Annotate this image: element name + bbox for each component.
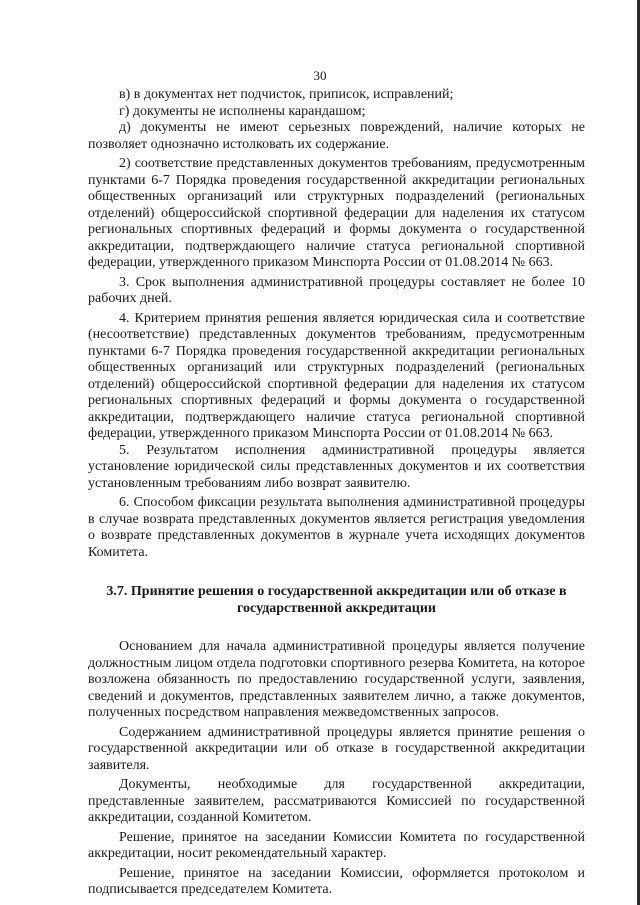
page-number: 30 xyxy=(313,68,327,83)
list-item-g: г) документы не исполнены карандашом; xyxy=(119,103,366,119)
section-paragraph-3: Документы, необходимые для государственной аккредитации, представленные заявителем, рассматриваются Комиссией по государственной аккредитации, созданной Комитетом. xyxy=(88,777,585,825)
list-item-d: д) документы не имеют серьезных повреждений, наличие которых не позволяет однозначно истолковать их содержание. xyxy=(88,120,585,152)
paragraph-5: 5. Результатом исполнения административной процедуры является установление юридической силы представленных документов и их соответствия установленным требованиям либо возврат заявителю. xyxy=(88,442,585,491)
section-paragraph-4: Решение, принятое на заседании Комиссии Комитета по государственной аккредитации, носит рекомендательный характер. xyxy=(88,829,585,861)
paragraph-4: 4. Критерием принятия решения является юридическая сила и соответствие (несоответствие) представленных документов требованиям, предусмотренным пунктами 6-7 Порядка проведения государственной аккредитации региональных общественных организаций или структурных подразделений (региональных отделений) общероссийской спортивной федерации для наделения их статусом региональных спортивных федераций и формы документа о государственной аккредитации, подтверждающего наличие статуса региональной спортивной федерации, утвержденного приказом Минспорта России от 01.08.2014 № 663. xyxy=(88,310,585,441)
section-heading xyxy=(88,583,585,617)
section-paragraph-1: Основанием для начала административной процедуры является получение должностным лицом отдела подготовки спортивного резерва Комитета, на которое возложена обязанность по предоставлению государственной услуги, заявления, сведений и документов, представленных заявителем лично, а также документов, полученных посредством направления межведомственных запросов. xyxy=(88,639,585,720)
section-heading-line-1: 3.7. Принятие решения о государственной аккредитации или об отказе в xyxy=(106,584,567,599)
section-paragraph-5: Решение, принятое на заседании Комиссии, оформляется протоколом и подписывается председателем Комитета. xyxy=(88,865,585,897)
paragraph-6: 6. Способом фиксации результата выполнения административной процедуры в случае возврата представленных документов является регистрация уведомления о возврате представленных документов в журнале учета исходящих документов Комитета. xyxy=(88,495,585,560)
list-item-v: в) в документах нет подчисток, приписок, исправлений; xyxy=(119,87,454,102)
paragraph-3: 3. Срок выполнения административной процедуры составляет не более 10 рабочих дней. xyxy=(88,274,585,306)
paragraph-2: 2) соответствие представленных документов требованиям, предусмотренным пунктами 6-7 Порядка проведения государственной аккредитации региональных общественных организаций или структурных подразделений (региональных отделений) общероссийской спортивной федерации для наделения их статусом региональных спортивных федераций и формы документа о государственной аккредитации, подтверждающего наличие статуса региональной спортивной федерации, утвержденного приказом Минспорта России от 01.08.2014 № 663. xyxy=(88,156,585,270)
section-heading-line-2: государственной аккредитации xyxy=(237,601,436,616)
page-content xyxy=(88,87,585,899)
section-paragraph-2: Содержанием административной процедуры является принятие решения о государственной аккредитации или об отказе в государственной аккредитации заявителя. xyxy=(88,724,585,773)
